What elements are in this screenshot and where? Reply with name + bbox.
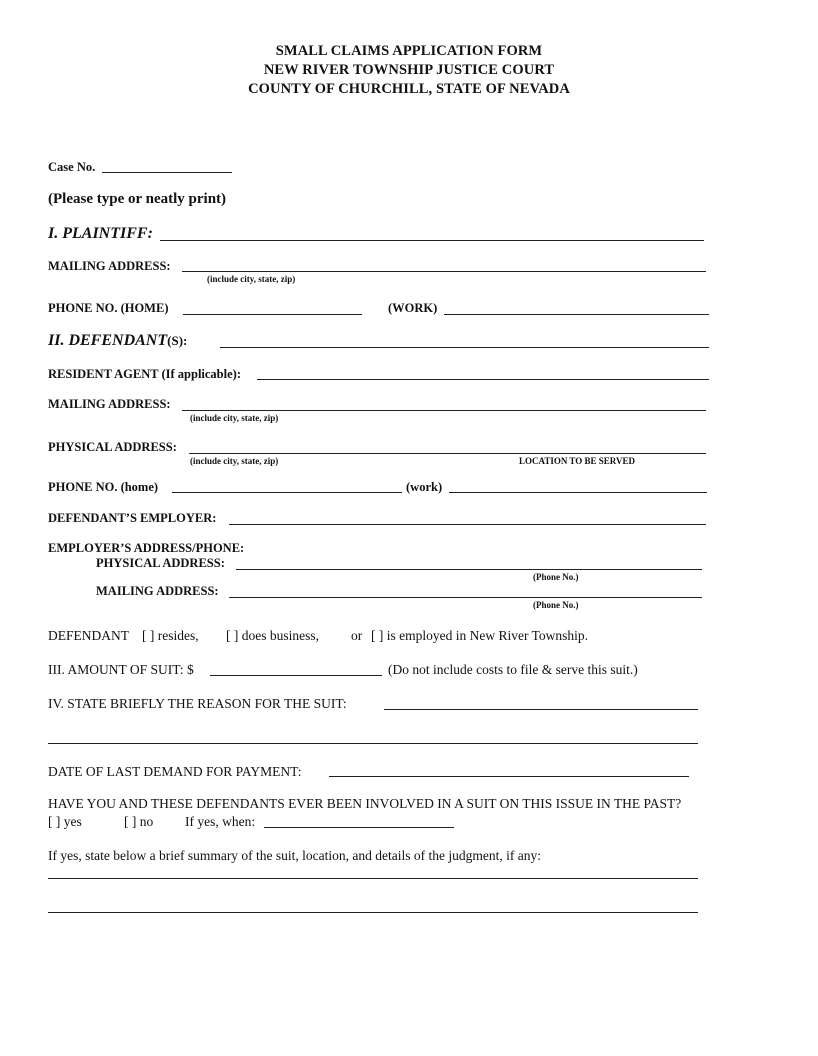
defendant-physical-label: PHYSICAL ADDRESS: (48, 440, 177, 454)
employer-physical-field[interactable] (236, 569, 702, 570)
employed-checkbox[interactable]: [ ] is employed in New River Township. (371, 628, 589, 643)
resides-checkbox[interactable]: [ ] resides, (142, 628, 199, 643)
defendant-phone-label: PHONE NO. (home) (48, 480, 159, 494)
residence-prefix: DEFENDANT (48, 628, 129, 643)
plaintiff-mailing-hint: (include city, state, zip) (207, 274, 296, 284)
amount-field[interactable] (210, 675, 382, 676)
prior-suit-when-field[interactable] (264, 827, 454, 828)
defendant-work-label: (work) (406, 480, 443, 494)
plaintiff-work-phone-field[interactable] (444, 314, 709, 315)
plaintiff-home-phone-field[interactable] (183, 314, 362, 315)
prior-suit-no-checkbox[interactable]: [ ] no (124, 814, 154, 829)
residence-or-text: or (351, 628, 363, 643)
defendant-work-phone-field[interactable] (449, 492, 707, 493)
plaintiff-heading: I. PLAINTIFF: (48, 225, 153, 242)
defendant-heading-text: II. DEFENDANT (48, 332, 168, 349)
defendant-heading-suffix: (S): (167, 333, 188, 348)
amount-note: (Do not include costs to file & serve this suit.) (388, 662, 638, 677)
defendant-mailing-hint: (include city, state, zip) (190, 413, 279, 423)
defendant-employer-label: DEFENDANT’S EMPLOYER: (48, 511, 217, 525)
case-no-label: Case No. (48, 160, 96, 174)
defendant-name-field[interactable] (220, 347, 709, 348)
employer-physical-phone-hint: (Phone No.) (533, 572, 579, 582)
form-title: SMALL CLAIMS APPLICATION FORM (275, 43, 543, 59)
reason-label: IV. STATE BRIEFLY THE REASON FOR THE SUIT: (48, 696, 347, 711)
plaintiff-phone-label: PHONE NO. (HOME) (48, 301, 169, 315)
defendant-physical-hint: (include city, state, zip) (190, 456, 279, 466)
last-demand-field[interactable] (329, 776, 689, 777)
prior-suit-yes-checkbox[interactable]: [ ] yes (48, 814, 82, 829)
prior-suit-question: HAVE YOU AND THESE DEFENDANTS EVER BEEN INVOLVED IN A SUIT ON THIS ISSUE IN THE PAST? (48, 796, 682, 811)
plaintiff-mailing-field[interactable] (182, 271, 706, 272)
employer-address-label: EMPLOYER’S ADDRESS/PHONE: (48, 541, 245, 555)
defendant-home-phone-field[interactable] (172, 492, 402, 493)
case-no-field[interactable] (102, 172, 232, 173)
prior-suit-when-label: If yes, when: (185, 814, 256, 829)
employer-mailing-phone-hint: (Phone No.) (533, 600, 579, 610)
defendant-physical-field[interactable] (189, 453, 706, 454)
employer-physical-label: PHYSICAL ADDRESS: (96, 556, 225, 570)
instruction-text: (Please type or neatly print) (48, 191, 227, 207)
resident-agent-label: RESIDENT AGENT (If applicable): (48, 367, 241, 381)
county-state: COUNTY OF CHURCHILL, STATE OF NEVADA (248, 81, 570, 97)
employer-mailing-label: MAILING ADDRESS: (96, 584, 219, 598)
prior-suit-summary-label: If yes, state below a brief summary of the suit, location, and details of the judgment, if any: (48, 848, 541, 863)
summary-field-line2[interactable] (48, 912, 698, 913)
resident-agent-field[interactable] (257, 379, 709, 380)
defendant-heading (48, 333, 187, 349)
court-name: NEW RIVER TOWNSHIP JUSTICE COURT (263, 62, 555, 78)
plaintiff-name-field[interactable] (160, 240, 704, 241)
last-demand-label: DATE OF LAST DEMAND FOR PAYMENT: (48, 764, 302, 779)
does-business-checkbox[interactable]: [ ] does business, (226, 628, 319, 643)
reason-field-line2[interactable] (48, 743, 698, 744)
plaintiff-mailing-label: MAILING ADDRESS: (48, 259, 171, 273)
defendant-mailing-label: MAILING ADDRESS: (48, 397, 171, 411)
amount-label: III. AMOUNT OF SUIT: $ (48, 662, 194, 677)
employer-mailing-field[interactable] (229, 597, 702, 598)
defendant-mailing-field[interactable] (182, 410, 706, 411)
summary-field-line1[interactable] (48, 878, 698, 879)
defendant-employer-field[interactable] (229, 524, 706, 525)
reason-field-line1[interactable] (384, 709, 698, 710)
location-served-hint: LOCATION TO BE SERVED (519, 456, 635, 466)
plaintiff-work-label: (WORK) (388, 301, 438, 315)
